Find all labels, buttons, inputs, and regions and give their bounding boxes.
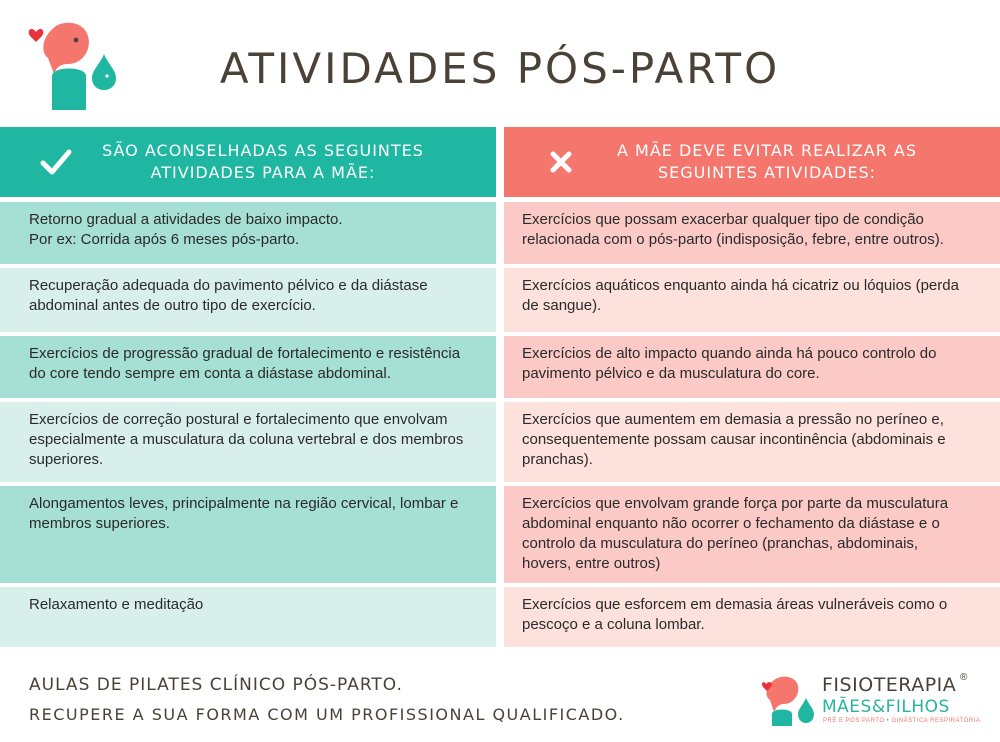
brand-mother-child-icon <box>762 674 818 726</box>
check-icon <box>40 147 72 177</box>
avoid-header-text: A MÃE DEVE EVITAR REALIZAR AS SEGUINTES ATIVIDADES: <box>616 141 917 182</box>
recommended-header-text: SÃO ACONSELHADAS AS SEGUINTES ATIVIDADES PARA A MÃE: <box>102 141 424 182</box>
recommended-item: Retorno gradual a atividades de baixo impacto. Por ex: Corrida após 6 meses pós-parto. <box>0 202 496 264</box>
avoid-item: Exercícios de alto impacto quando ainda há pouco controlo do pavimento pélvico e da musculatura do core. <box>504 336 1000 398</box>
recommended-column <box>0 127 496 651</box>
recommended-header <box>0 127 496 197</box>
brand-logo <box>762 668 982 730</box>
footer-headline: AULAS DE PILATES CLÍNICO PÓS-PARTO. <box>29 675 403 695</box>
avoid-item: Exercícios que esforcem em demasia áreas vulneráveis como o pescoço e a coluna lombar. <box>504 587 1000 647</box>
recommended-item: Relaxamento e meditação <box>0 587 496 647</box>
avoid-list <box>504 202 1000 647</box>
brand-tagline: PRÉ E PÓS PARTO • GINÁSTICA RESPIRATÓRIA <box>823 718 981 724</box>
avoid-item: Exercícios que possam exacerbar qualquer tipo de condição relacionada com o pós-parto (indisposição, febre, entre outros). <box>504 202 1000 264</box>
recommended-item: Alongamentos leves, principalmente na região cervical, lombar e membros superiores. <box>0 486 496 583</box>
brand-name-line1: FISIOTERAPIA <box>822 674 957 696</box>
recommended-item: Exercícios de correção postural e fortalecimento que envolvam especialmente a musculatura da coluna vertebral e dos membros superiores. <box>0 402 496 482</box>
avoid-item: Exercícios que envolvam grande força por parte da musculatura abdominal enquanto não ocorrer o fechamento da diástase e o controlo da musculatura do períneo (pranchas, abdominais, hovers, entre outros) <box>504 486 1000 583</box>
page-title: ATIVIDADES PÓS-PARTO <box>219 44 781 93</box>
recommended-item: Exercícios de progressão gradual de fortalecimento e resistência do core tendo sempre em conta a diástase abdominal. <box>0 336 496 398</box>
avoid-header <box>504 127 1000 197</box>
recommended-item: Recuperação adequada do pavimento pélvico e da diástase abdominal antes de outro tipo de exercício. <box>0 268 496 332</box>
avoid-item: Exercícios aquáticos enquanto ainda há cicatriz ou lóquios (perda de sangue). <box>504 268 1000 332</box>
avoid-item: Exercícios que aumentem em demasia a pressão no períneo e, consequentemente possam causar incontinência (abdominais e pranchas). <box>504 402 1000 482</box>
registered-mark: ® <box>960 672 968 683</box>
brand-name-line2: MÃES&FILHOS <box>822 697 950 717</box>
recommended-list <box>0 202 496 647</box>
cross-icon <box>548 149 574 175</box>
avoid-column <box>504 127 1000 651</box>
footer-subline: RECUPERE A SUA FORMA COM UM PROFISSIONAL QUALIFICADO. <box>29 705 625 724</box>
